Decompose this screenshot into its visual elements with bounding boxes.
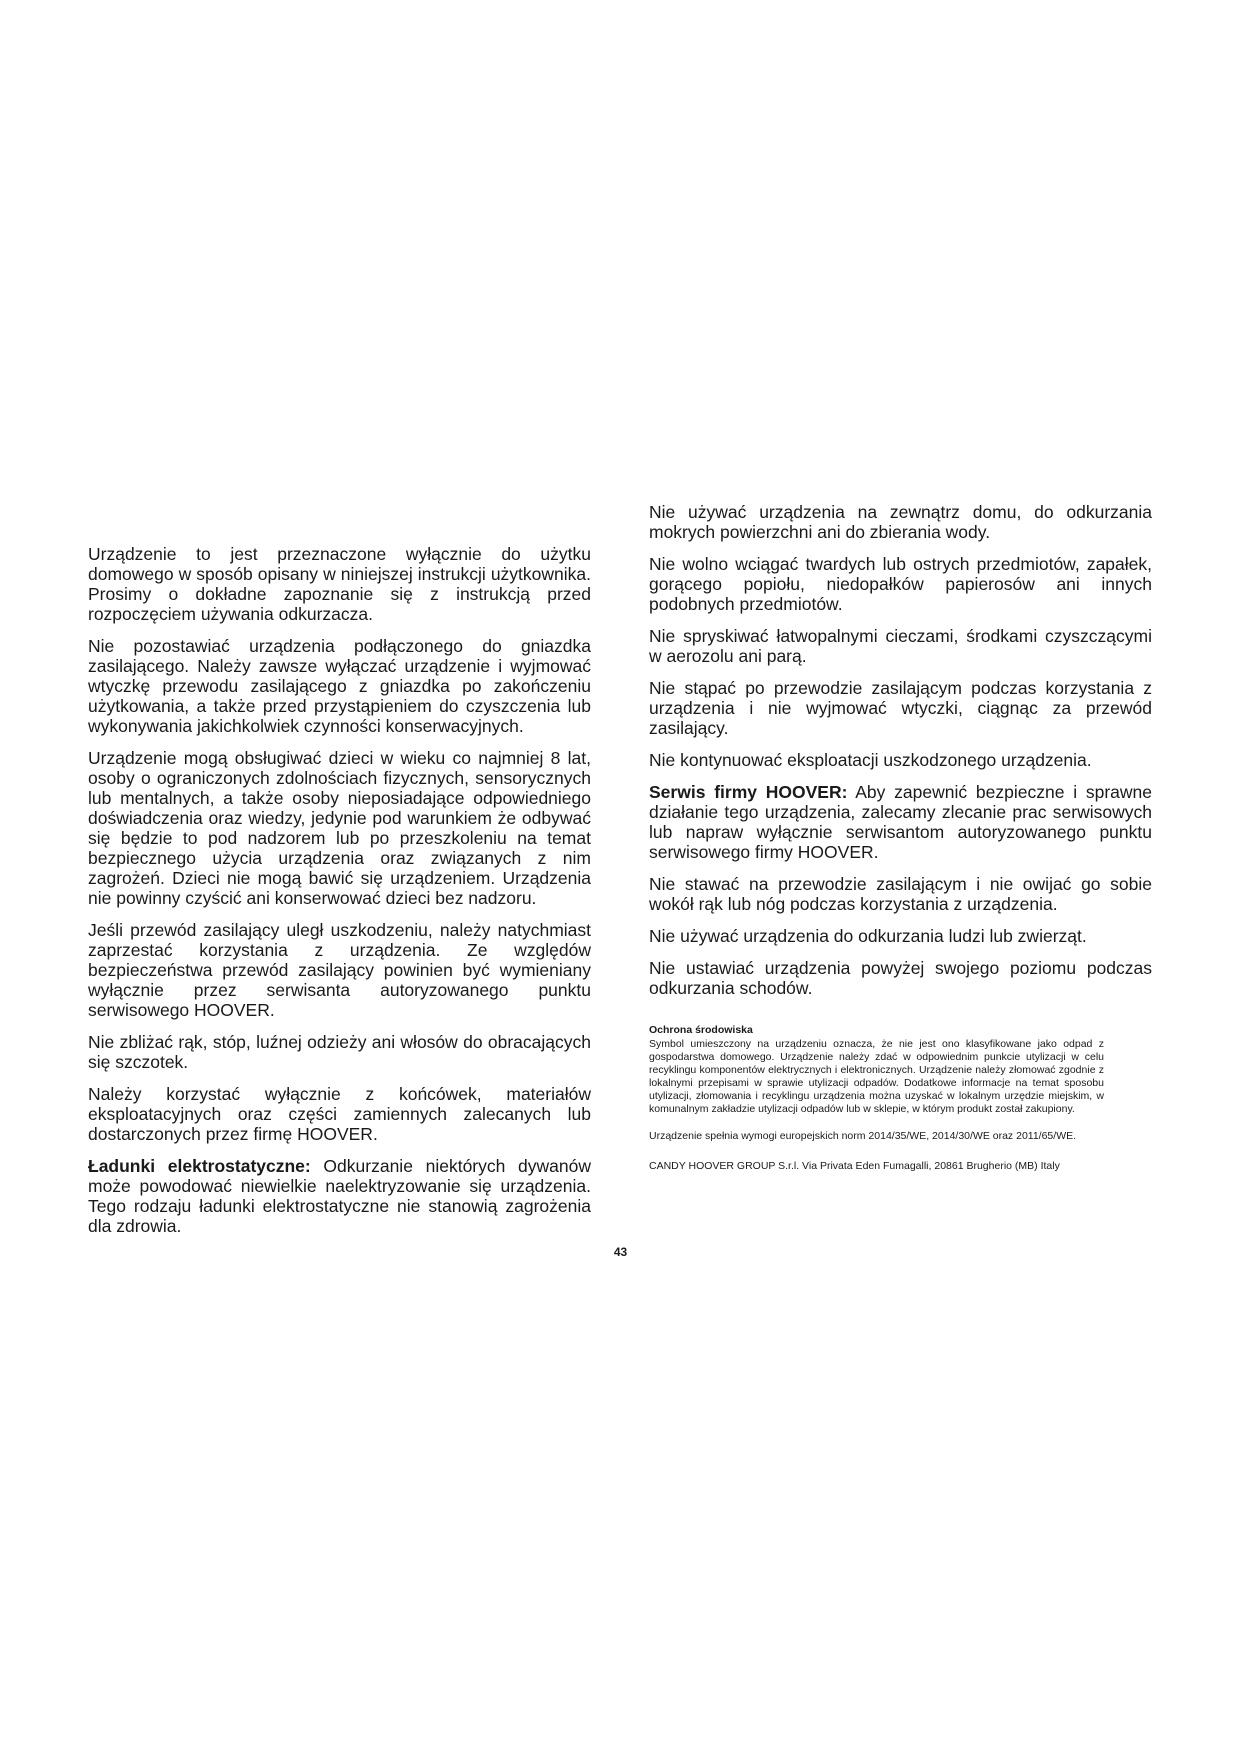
intended-use-paragraph: Urządzenie to jest przeznaczone wyłącznie do użytku domowego w sposób opisany w niniejszej instrukcji użytkownika. Prosimy o dokładne zapoznanie się z instrukcją przed rozpoczęciem używania odkurzacza. — [88, 544, 591, 624]
stairs-paragraph: Nie ustawiać urządzenia powyżej swojego poziomu podczas odkurzania schodów. — [649, 958, 1152, 998]
environment-section — [649, 1024, 1152, 1173]
service-paragraph — [649, 782, 1152, 862]
service-text: Aby zapewnić bezpieczne i sprawne działanie tego urządzenia, zalecamy zlecanie prac serwisowych lub napraw wyłącznie serwisantom autoryzowanego punktu serwisowego firmy HOOVER. — [649, 782, 1152, 862]
electrostatic-paragraph — [88, 1156, 591, 1236]
cord-step-paragraph: Nie stąpać po przewodzie zasilającym podczas korzystania z urządzenia i nie wyjmować wtyczki, ciągnąc za przewód zasilający. — [649, 678, 1152, 738]
children-paragraph: Urządzenie mogą obsługiwać dzieci w wieku co najmniej 8 lat, osoby o ograniczonych zdolnościach fizycznych, sensorycznych lub mentalnych, a także osoby nieposiadające odpowiedniego doświadczenia oraz wiedzy, jedynie pod warunkiem że odbywać się będzie to pod nadzorem lub po przeszkoleniu na temat bezpiecznego użycia urządzenia oraz związanych z nim zagrożeń. Dzieci nie mogą bawić się urządzeniem. Urządzenia nie powinny czyścić ani konserwować dzieci bez nadzoru. — [88, 748, 591, 908]
damaged-device-paragraph: Nie kontynuować eksploatacji uszkodzonego urządzenia. — [649, 750, 1092, 770]
electrostatic-text: Odkurzanie niektórych dywanów może powodować niewielkie naelektryzowanie się urządzenia. Tego rodzaju ładunki elektrostatyczne nie stanowią zagrożenia dla zdrowia. — [88, 1156, 592, 1236]
service-heading: Serwis firmy HOOVER: — [649, 782, 848, 802]
brushes-paragraph: Nie zbliżać rąk, stóp, luźnej odzieży ani włosów do obracających się szczotek. — [88, 1032, 591, 1072]
electrostatic-heading: Ładunki elektrostatyczne: — [88, 1156, 311, 1176]
left-column — [88, 544, 591, 1248]
environment-body: Symbol umieszczony na urządzeniu oznacza, że nie jest ono klasyfikowane jako odpad z gospodarstwa domowego. Urządzenie należy zdać w odpowiednim punkcie utylizacji w celu recyklingu komponentów elektrycznych i elektronicznych. Urządzenie należy złomować zgodnie z lokalnymi przepisami w sprawie utylizacji odpadów. Dodatkowe informacje na temat sposobu utylizacji, złomowania i recyklingu urządzenia można uzyskać w lokalnym urzędzie miejskim, w komunalnym zakładzie utylizacji odpadów lub w sklepie, w którym produkt został zakupiony. — [649, 1038, 1104, 1115]
right-column — [649, 502, 1152, 1190]
flammable-paragraph: Nie spryskiwać łatwopalnymi cieczami, środkami czyszczącymi w aerozolu ani parą. — [649, 626, 1152, 666]
accessories-paragraph: Należy korzystać wyłącznie z końcówek, materiałów eksploatacyjnych oraz części zamiennych zalecanych lub dostarczonych przez firmę HOOVER. — [88, 1084, 591, 1144]
manufacturer-address: CANDY HOOVER GROUP S.r.l. Via Privata Eden Fumagalli, 20861 Brugherio (MB) Italy — [649, 1160, 1060, 1172]
people-animals-paragraph: Nie używać urządzenia do odkurzania ludzi lub zwierząt. — [649, 926, 1087, 946]
damaged-cord-paragraph: Jeśli przewód zasilający uległ uszkodzeniu, należy natychmiast zaprzestać korzystania z urządzenia. Ze względów bezpieczeństwa przewód zasilający powinien być wymieniany wyłącznie przez serwisanta autoryzowanego punktu serwisowego HOOVER. — [88, 920, 591, 1020]
cord-wrap-paragraph: Nie stawać na przewodzie zasilającym i nie owijać go sobie wokół rąk lub nóg podczas korzystania z urządzenia. — [649, 874, 1152, 914]
page-number: 43 — [613, 1245, 628, 1259]
environment-heading: Ochrona środowiska — [649, 1024, 753, 1036]
hard-objects-paragraph: Nie wolno wciągać twardych lub ostrych przedmiotów, zapałek, gorącego popiołu, niedopałków papierosów ani innych podobnych przedmiotów. — [649, 554, 1152, 614]
compliance-note: Urządzenie spełnia wymogi europejskich norm 2014/35/WE, 2014/30/WE oraz 2011/65/WE. — [649, 1130, 1077, 1142]
outdoor-use-paragraph: Nie używać urządzenia na zewnątrz domu, do odkurzania mokrych powierzchni ani do zbierania wody. — [649, 502, 1152, 542]
unplug-paragraph: Nie pozostawiać urządzenia podłączonego do gniazdka zasilającego. Należy zawsze wyłączać urządzenie i wyjmować wtyczkę przewodu zasilającego z gniazdka po zakończeniu użytkowania, a także przed przystąpieniem do czyszczenia lub wykonywania jakichkolwiek czynności konserwacyjnych. — [88, 636, 591, 736]
